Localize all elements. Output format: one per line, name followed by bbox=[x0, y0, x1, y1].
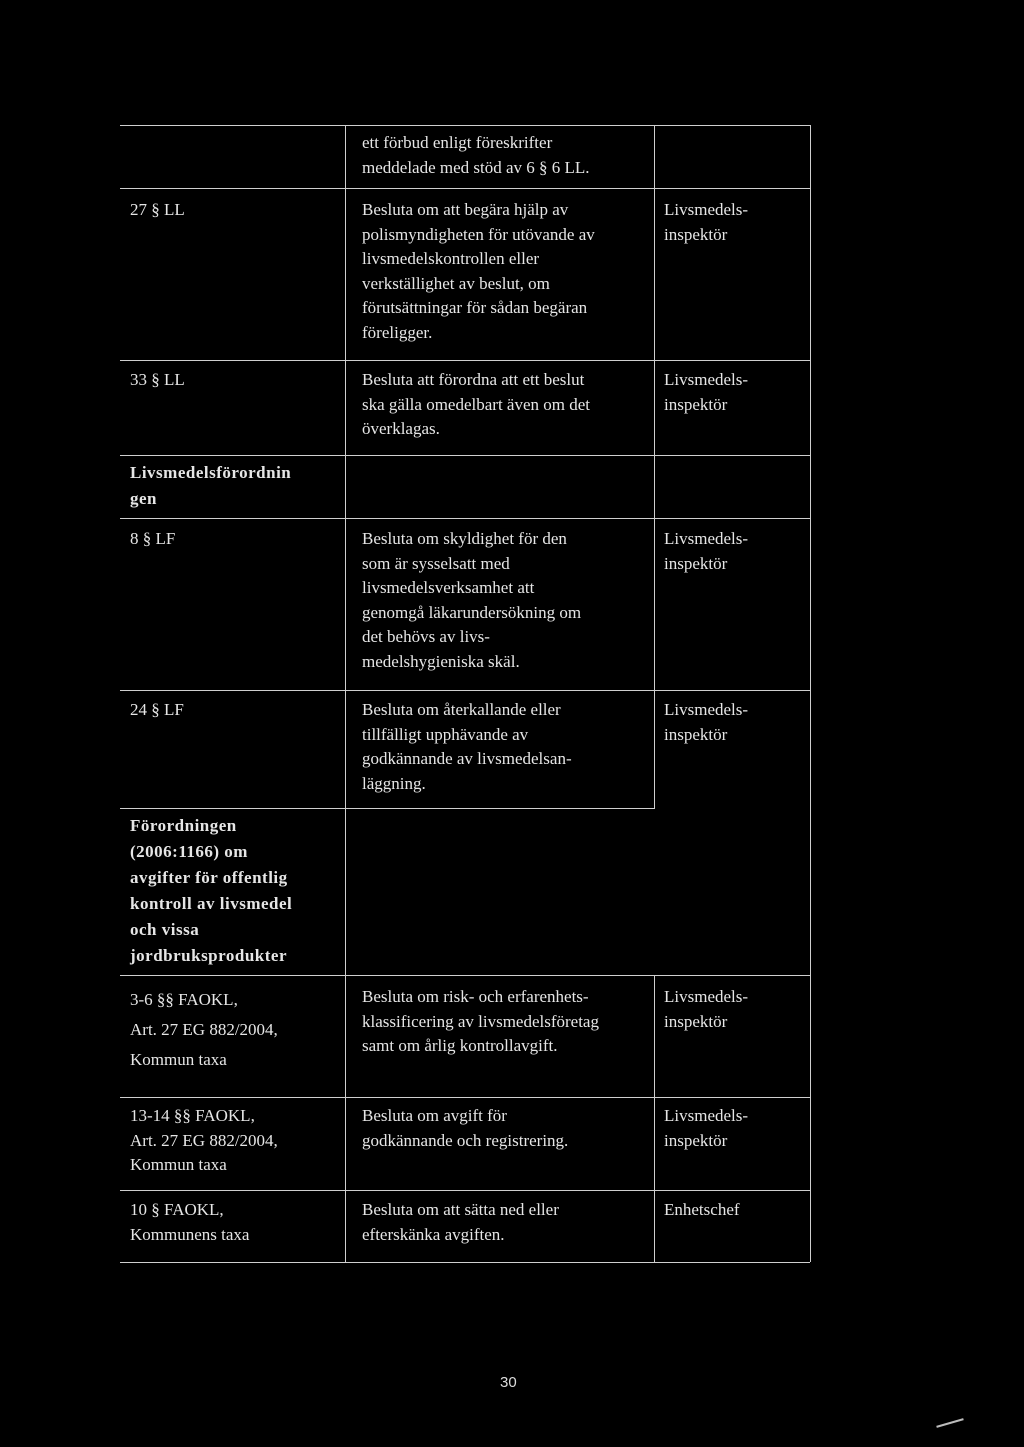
table-cell-delegate: Livsmedels- inspektör bbox=[664, 1106, 749, 1150]
column-divider bbox=[654, 125, 655, 808]
column-divider bbox=[345, 125, 346, 1262]
table-cell-reference: 10 § FAOKL, Kommunens taxa bbox=[130, 1200, 250, 1244]
row-divider bbox=[120, 1097, 810, 1098]
table-right-border bbox=[810, 125, 811, 1262]
row-divider bbox=[120, 808, 655, 809]
table-cell-description: Besluta om skyldighet för den som är sysselsatt med livsmedelsverksamhet att genomgå läkarundersökning om det behövs av livs- medelshygieniska skäl. bbox=[362, 529, 582, 671]
row-divider bbox=[120, 188, 810, 189]
table-cell-description: Besluta att förordna att ett beslut ska gälla omedelbart även om det överklagas. bbox=[362, 370, 590, 438]
table-cell-description: Besluta om att sätta ned eller efterskänka avgiften. bbox=[362, 1200, 559, 1244]
table-cell-reference: 8 § LF bbox=[130, 529, 176, 548]
table-cell-description: Besluta om återkallande eller tillfälligt upphävande av godkännande av livsmedelsan- läggning. bbox=[362, 700, 572, 793]
table-cell-reference: 3-6 §§ FAOKL, Art. 27 EG 882/2004, Kommun taxa bbox=[130, 990, 278, 1069]
table-cell-description: Besluta om att begära hjälp av polismyndigheten för utövande av livsmedelskontrollen eller verkställighet av beslut, om förutsättningar för sådan begäran föreligger. bbox=[362, 200, 595, 342]
table-cell-delegate: Livsmedels- inspektör bbox=[664, 529, 749, 573]
table-bottom-border bbox=[120, 1262, 810, 1263]
row-divider bbox=[120, 518, 810, 519]
page-number: 30 bbox=[500, 1374, 517, 1391]
table-cell-reference: 13-14 §§ FAOKL, Art. 27 EG 882/2004, Kommun taxa bbox=[130, 1106, 278, 1174]
table-cell-reference: 27 § LL bbox=[130, 200, 185, 219]
table-cell-description: Besluta om risk- och erfarenhets- klassificering av livsmedelsföretag samt om årlig kontrollavgift. bbox=[362, 987, 599, 1055]
table-cell-delegate: Enhetschef bbox=[664, 1200, 740, 1219]
row-divider bbox=[120, 690, 810, 691]
table-cell-delegate: Livsmedels- inspektör bbox=[664, 987, 749, 1031]
column-divider bbox=[654, 975, 655, 1262]
row-divider bbox=[120, 1190, 810, 1191]
pen-mark bbox=[936, 1418, 963, 1428]
table-top-border bbox=[120, 125, 810, 126]
row-divider bbox=[120, 455, 810, 456]
table-cell-description: Besluta om avgift för godkännande och registrering. bbox=[362, 1106, 569, 1150]
table-cell-delegate: Livsmedels- inspektör bbox=[664, 200, 749, 244]
section-heading: Livsmedelsförordnin gen bbox=[130, 463, 292, 508]
table-cell-delegate: Livsmedels- inspektör bbox=[664, 370, 749, 414]
row-divider bbox=[120, 360, 810, 361]
section-heading: Förordningen (2006:1166) om avgifter för offentlig kontroll av livsmedel och vissa jordbruksprodukter bbox=[130, 816, 293, 965]
table-cell-reference: 33 § LL bbox=[130, 370, 185, 389]
table-cell-description: ett förbud enligt föreskrifter meddelade med stöd av 6 § 6 LL. bbox=[362, 133, 590, 177]
table-cell-delegate: Livsmedels- inspektör bbox=[664, 700, 749, 744]
table-cell-reference: 24 § LF bbox=[130, 700, 184, 719]
row-divider bbox=[120, 975, 810, 976]
